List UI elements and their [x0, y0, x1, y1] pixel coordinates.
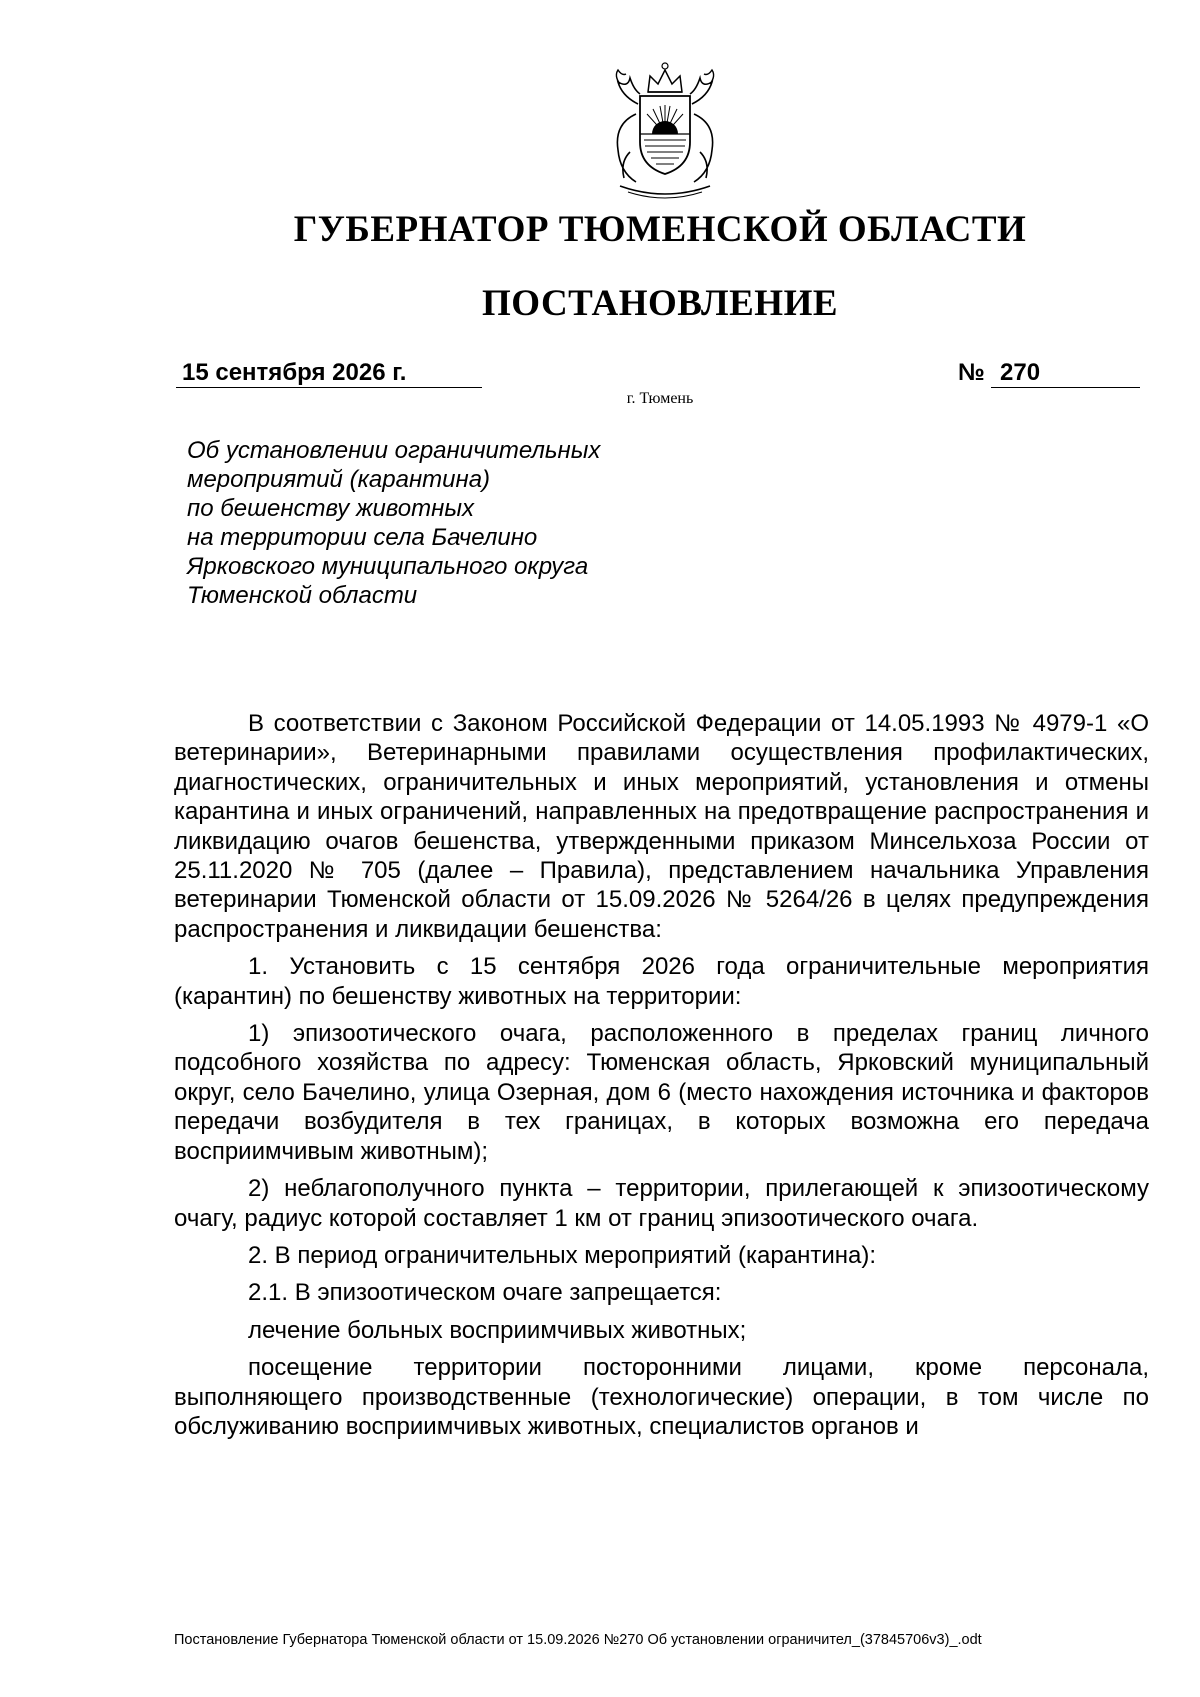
- body-paragraph-item-2-1: 2.1. В эпизоотическом очаге запрещается:: [248, 1279, 722, 1307]
- document-date: 15 сентября 2026 г.: [176, 358, 482, 388]
- page-footer: Постановление Губернатора Тюменской области от 15.09.2026 №270 Об установлении ограничител_(37845706v3)_.odt: [174, 1632, 982, 1648]
- body-paragraph-item-1-2: 2) неблагополучного пункта – территории, прилегающей к эпизоотическому очагу, радиус которой составляет 1 км от границ эпизоотического очага.: [174, 1175, 1149, 1232]
- body-paragraph-item-2: 2. В период ограничительных мероприятий (карантина):: [248, 1241, 877, 1269]
- authority-title: ГУБЕРНАТОР ТЮМЕНСКОЙ ОБЛАСТИ: [293, 209, 1027, 250]
- document-subject: [187, 436, 747, 610]
- subject-line: Об установлении ограничительных: [187, 437, 601, 464]
- body-paragraph-preamble: В соответствии с Законом Российской Федерации от 14.05.1993 № 4979-1 «О ветеринарии», Ветеринарными правилами осуществления профилактических, диагностических, ограничительных и иных мероприятий, установления и отмены карантина и иных ограничений, направленных на предотвращение распространения и ликвидацию очагов бешенства, утвержденными приказом Минсельхоза России от 25.11.2020 № 705 (далее – Правила), представлением начальника Управления ветеринарии Тюменской области от 15.09.2026 № 5264/26 в целях предупреждения распространения и ликвидации бешенства:: [174, 710, 1149, 943]
- subject-line: Ярковского муниципального округа: [187, 553, 589, 580]
- subject-line: Тюменской области: [187, 582, 418, 609]
- document-number: 270: [991, 358, 1140, 388]
- body-paragraph-item-1-1: 1) эпизоотического очага, расположенного в пределах границ личного подсобного хозяйства по адресу: Тюменская область, Ярковский муниципальный округ, село Бачелино, улица Озерная, дом 6 (место нахождения источника и факторов передачи возбудителя в тех границах, в которых возможна его передача восприимчивым животным);: [174, 1020, 1149, 1165]
- number-sign: №: [958, 359, 985, 386]
- body-paragraph-prohibition-1: лечение больных восприимчивых животных;: [248, 1316, 747, 1344]
- subject-line: на территории села Бачелино: [187, 524, 538, 551]
- document-city: г. Тюмень: [626, 390, 694, 407]
- document-type-title: ПОСТАНОВЛЕНИЕ: [481, 283, 839, 324]
- subject-line: мероприятий (карантина): [187, 466, 491, 493]
- document-body: [174, 709, 1149, 1441]
- body-paragraph-prohibition-2: посещение территории посторонними лицами, кроме персонала, выполняющего производственные (технологические) операции, в том числе по обслуживанию восприимчивых животных, специалистов органов и: [174, 1354, 1149, 1440]
- subject-line: по бешенству животных: [187, 495, 475, 522]
- body-paragraph-item-1: 1. Установить с 15 сентября 2026 года ограничительные мероприятия (карантин) по бешенству животных на территории:: [174, 953, 1149, 1010]
- coat-of-arms-icon: [600, 54, 730, 204]
